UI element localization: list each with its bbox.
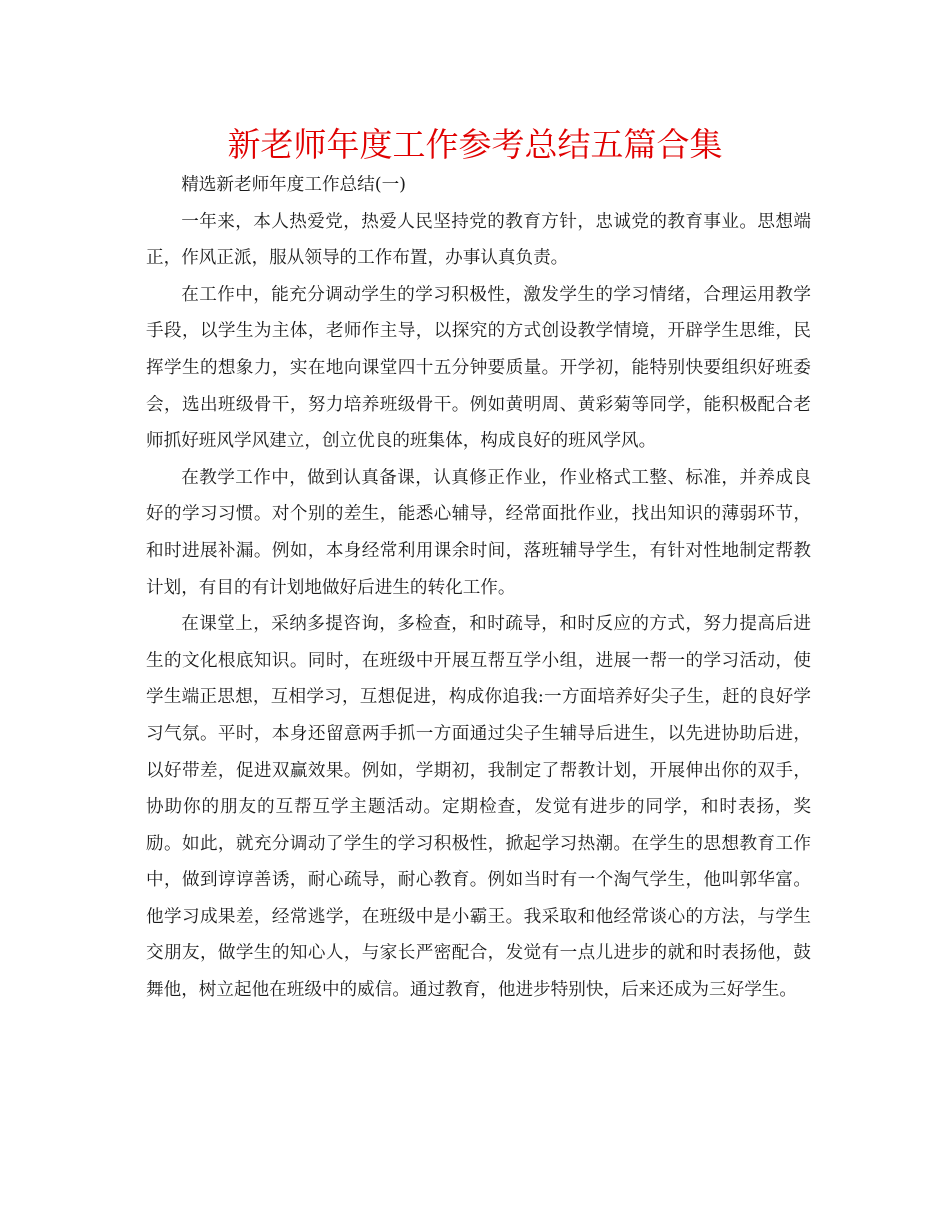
paragraph-1: 一年来，本人热爱党，热爱人民坚持党的教育方针，忠诚党的教育事业。思想端正，作风正派，服从领导的工作布置，办事认真负责。: [146, 211, 811, 269]
section-subtitle: 精选新老师年度工作总结(一): [181, 175, 407, 195]
paragraph-2: 在工作中，能充分调动学生的学习积极性，激发学生的学习情绪，合理运用教学手段，以学生为主体，老师作主导，以探究的方式创设教学情境，开辟学生思维，民挥学生的想象力，实在地向课堂四十五分钟要质量。开学初，能特别快要组织好班委会，选出班级骨干，努力培养班级骨干。例如黄明周、黄彩菊等同学，能积极配合老师抓好班风学风建立，创立优良的班集体，构成良好的班风学风。: [146, 284, 811, 452]
document-body: [146, 167, 811, 1009]
document-title: 新老师年度工作参考总结五篇合集: [227, 125, 723, 164]
paragraph-4: 在课堂上，采纳多提咨询，多检查，和时疏导，和时反应的方式，努力提高后进生的文化根底知识。同时，在班级中开展互帮互学小组，进展一帮一的学习活动，使学生端正思想，互相学习，互想促进，构成你追我:一方面培养好尖子生，赶的良好学习气氛。平时，本身还留意两手抓一方面通过尖子生辅导后进生，以先进协助后进，以好带差，促进双赢效果。例如，学期初，我制定了帮教计划，开展伸出你的双手，协助你的朋友的互帮互学主题活动。定期检查，发觉有进步的同学，和时表扬，奖励。如此，就充分调动了学生的学习积极性，掀起学习热潮。在学生的思想教育工作中，做到谆谆善诱，耐心疏导，耐心教育。例如当时有一个淘气学生，他叫郭华富。他学习成果差，经常逃学，在班级中是小霸王。我采取和他经常谈心的方法，与学生交朋友，做学生的知心人，与家长严密配合，发觉有一点儿进步的就和时表扬他，鼓舞他，树立起他在班级中的威信。通过教育，他进步特别快，后来还成为三好学生。: [146, 614, 811, 1001]
paragraph-3: 在教学工作中，做到认真备课，认真修正作业，作业格式工整、标准，并养成良好的学习习惯。对个别的差生，能悉心辅导，经常面批作业，找出知识的薄弱环节，和时进展补漏。例如，本身经常利用课余时间，落班辅导学生，有针对性地制定帮教计划，有目的有计划地做好后进生的转化工作。: [146, 467, 811, 598]
